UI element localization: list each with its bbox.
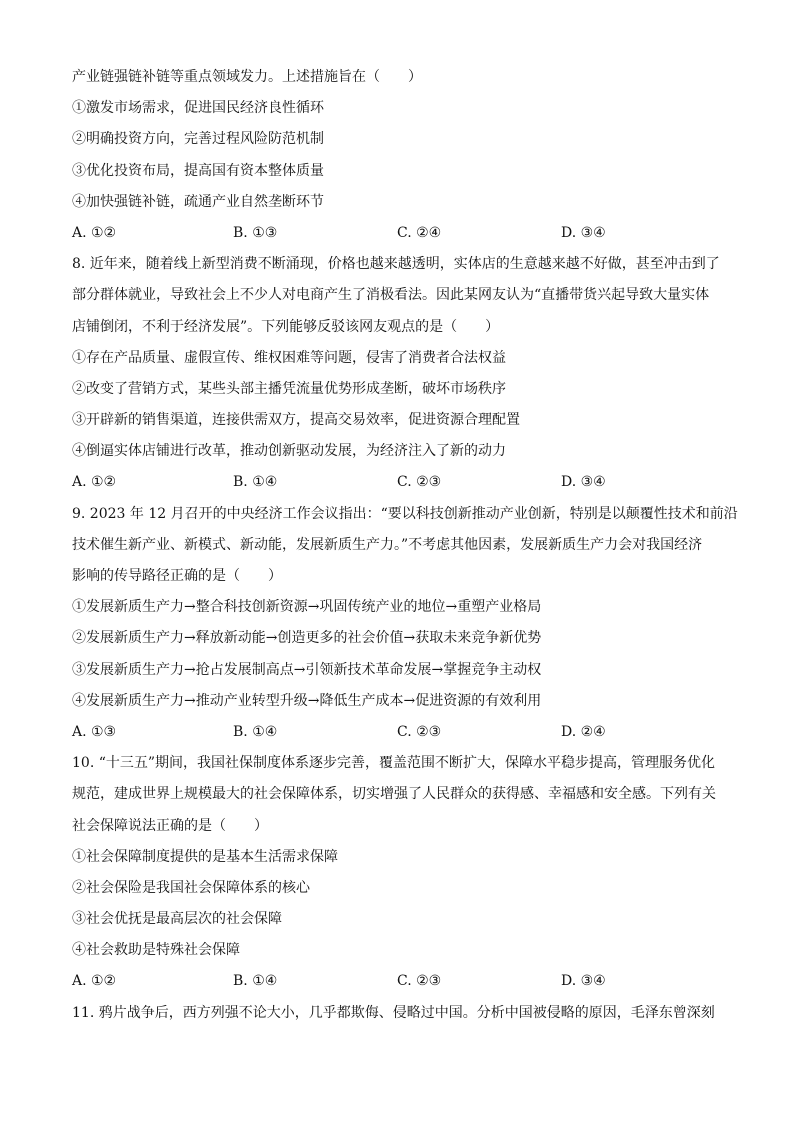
choice-options [72, 218, 724, 249]
question-stem: 9. 2023 年 12 月召开的中央经济工作会议指出：“要以科技创新推动产业创新，特别是以颠覆性技术和前沿 [72, 505, 738, 522]
question-7 [72, 62, 724, 249]
choice-a: A. ①② [72, 224, 117, 241]
choice-c: C. ②③ [397, 474, 442, 491]
choice-b: B. ①④ [233, 973, 278, 990]
choice-options [72, 717, 724, 748]
answer-item: ④社会救助是特殊社会保障 [72, 942, 240, 959]
question-9 [72, 499, 738, 749]
answer-item: ④发展新质生产力→推动产业转型升级→降低生产成本→促进资源的有效利用 [72, 692, 542, 709]
answer-item: ①发展新质生产力→整合科技创新资源→巩固传统产业的地位→重塑产业格局 [72, 599, 542, 616]
answer-item: ①激发市场需求，促进国民经济良性循环 [72, 100, 324, 117]
choice-c: C. ②③ [397, 723, 442, 740]
answer-item: ③优化投资布局，提高国有资本整体质量 [72, 162, 324, 179]
question-stem: 店铺倒闭，不利于经济发展”。下列能够反驳该网友观点的是（ ） [72, 318, 500, 335]
choice-a: A. ①③ [72, 723, 117, 740]
choice-d: D. ③④ [561, 224, 606, 241]
question-11 [72, 998, 724, 1029]
choice-a: A. ①② [72, 474, 117, 491]
question-stem: 产业链强链补链等重点领域发力。上述措施旨在（ ） [72, 69, 422, 85]
answer-item: ②发展新质生产力→释放新动能→创造更多的社会价值→获取未来竞争新优势 [72, 630, 542, 647]
question-stem: 社会保障说法正确的是（ ） [72, 817, 268, 834]
choice-c: C. ②④ [397, 224, 442, 241]
choice-d: D. ③④ [561, 973, 606, 990]
question-stem: 技术催生新产业、新模式、新动能，发展新质生产力。”不考虑其他因素，发展新质生产力会对我国经济 [72, 536, 703, 553]
answer-item: ①存在产品质量、虚假宣传、维权困难等问题，侵害了消费者合法权益 [72, 349, 506, 366]
choice-c: C. ②③ [397, 973, 442, 990]
question-8 [72, 249, 724, 499]
choice-options [72, 467, 724, 498]
question-stem: 11. 鸦片战争后，西方列强不论大小，几乎都欺侮、侵略过中国。分析中国被侵略的原因，毛泽东曾深刻 [72, 1004, 715, 1021]
choice-options [72, 966, 724, 997]
answer-item: ②改变了营销方式，某些头部主播凭流量优势形成垄断，破坏市场秩序 [72, 380, 506, 397]
answer-item: ②明确投资方向，完善过程风险防范机制 [72, 131, 324, 148]
answer-item: ①社会保障制度提供的是基本生活需求保障 [72, 848, 338, 865]
choice-a: A. ①② [72, 973, 117, 990]
question-stem: 影响的传导路径正确的是（ ） [72, 568, 282, 584]
choice-b: B. ①④ [233, 474, 278, 491]
answer-item: ③社会优抚是最高层次的社会保障 [72, 911, 282, 928]
question-stem: 规范，建成世界上规模最大的社会保障体系，切实增强了人民群众的获得感、幸福感和安全感。下列有关 [72, 786, 716, 803]
question-stem: 10. “十三五”期间，我国社保制度体系逐步完善，覆盖范围不断扩大，保障水平稳步提高，管理服务优化 [72, 755, 716, 772]
answer-item: ③开辟新的销售渠道，连接供需双方，提高交易效率，促进资源合理配置 [72, 412, 520, 429]
page-content [72, 62, 738, 1029]
question-stem: 8. 近年来，随着线上新型消费不断涌现，价格也越来越透明，实体店的生意越来越不好做，甚至冲击到了 [72, 256, 720, 273]
answer-item: ③发展新质生产力→抢占发展制高点→引领新技术革命发展→掌握竞争主动权 [72, 661, 542, 678]
question-10 [72, 748, 724, 998]
answer-item: ④加快强链补链，疏通产业自然垄断环节 [72, 193, 324, 210]
choice-d: D. ②④ [561, 723, 606, 740]
question-stem: 部分群体就业，导致社会上不少人对电商产生了消极看法。因此某网友认为“直播带货兴起导致大量实体 [72, 287, 710, 304]
answer-item: ②社会保险是我国社会保障体系的核心 [72, 879, 310, 896]
choice-b: B. ①③ [233, 224, 278, 241]
answer-item: ④倒逼实体店铺进行改革，推动创新驱动发展，为经济注入了新的动力 [72, 443, 506, 460]
choice-b: B. ①④ [233, 723, 278, 740]
choice-d: D. ③④ [561, 474, 606, 491]
